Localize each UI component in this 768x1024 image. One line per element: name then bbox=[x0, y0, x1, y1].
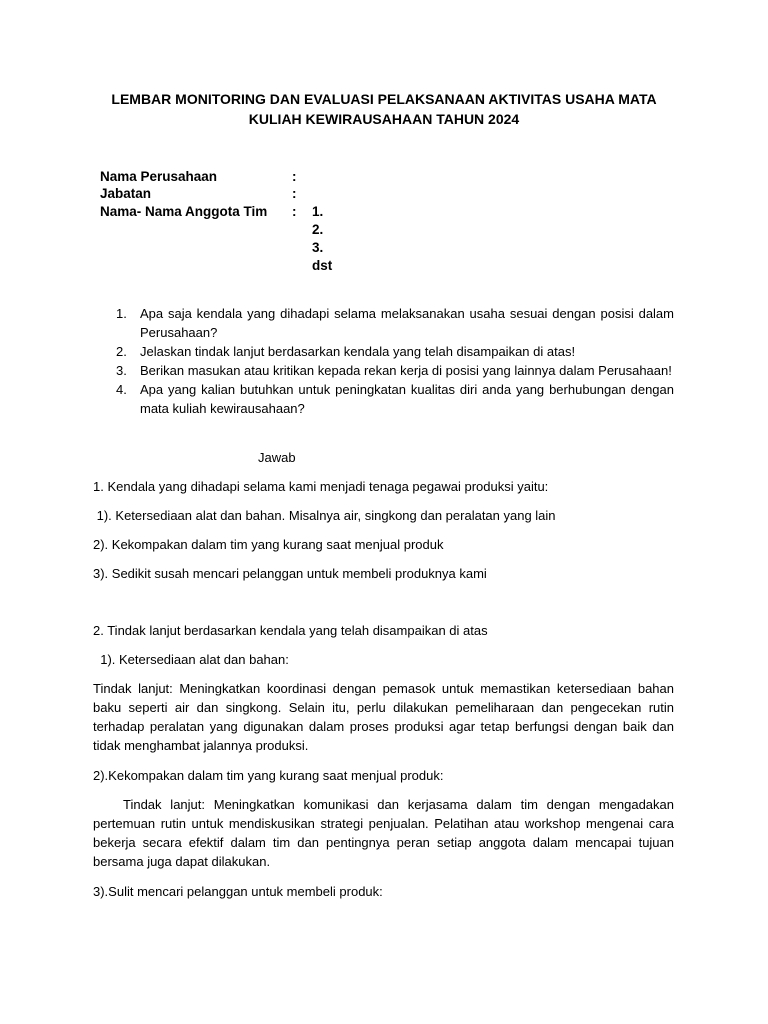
document-title bbox=[92, 89, 676, 129]
question-item bbox=[116, 342, 674, 361]
position-label: Jabatan bbox=[100, 186, 152, 201]
question-number: 3. bbox=[116, 363, 127, 378]
position-colon: : bbox=[292, 186, 297, 201]
team-member-etc: dst bbox=[312, 258, 333, 273]
answer-heading: Jawab bbox=[258, 450, 296, 465]
answer-2-sub-2: 2).Kekompakan dalam tim yang kurang saat menjual produk: bbox=[93, 768, 444, 783]
answer-1-item-3: 3). Sedikit susah mencari pelanggan untuk membeli produknya kami bbox=[93, 566, 487, 581]
team-members-label: Nama- Nama Anggota Tim bbox=[100, 204, 268, 219]
question-text: Apa yang kalian butuhkan untuk peningkatan kualitas diri anda yang berhubungan dengan mata kuliah kewirausahaan? bbox=[140, 382, 674, 416]
team-member-3: 3. bbox=[312, 240, 324, 255]
question-number: 1. bbox=[116, 306, 127, 321]
answer-1-item-1: 1). Ketersediaan alat dan bahan. Misalnya air, singkong dan peralatan yang lain bbox=[93, 508, 556, 523]
question-text: Apa saja kendala yang dihadapi selama melaksanakan usaha sesuai dengan posisi dalam Perusahaan? bbox=[140, 306, 674, 340]
company-name-colon: : bbox=[292, 169, 297, 184]
answer-2-sub-3: 3).Sulit mencari pelanggan untuk membeli produk: bbox=[93, 884, 383, 899]
question-item bbox=[116, 304, 674, 342]
company-name-label: Nama Perusahaan bbox=[100, 169, 218, 184]
question-number: 4. bbox=[116, 382, 127, 397]
answer-2-text-1: Tindak lanjut: Meningkatkan koordinasi dengan pemasok untuk memastikan ketersediaan bahan baku seperti air dan singkong. Selain itu, perlu dilakukan pemeliharaan dan pengecekan rutin terhadap peralatan yang digunakan dalam proses produksi agar tetap berfungsi dengan baik dan tidak menghambat jalannya produksi. bbox=[93, 681, 674, 753]
answer-2-text-2: Tindak lanjut: Meningkatkan komunikasi dan kerjasama dalam tim dengan mengadakan pertemuan rutin untuk mendiskusikan strategi penjualan. Pelatihan atau workshop mengenai cara bekerja secara efektif dalam tim dan pentingnya peran setiap anggota dalam mencapai tujuan bersama juga dapat dilakukan. bbox=[93, 797, 674, 869]
question-item bbox=[116, 361, 674, 380]
question-item bbox=[116, 380, 674, 418]
team-members-colon: : bbox=[292, 204, 297, 219]
answer-2-intro: 2. Tindak lanjut berdasarkan kendala yang telah disampaikan di atas bbox=[93, 623, 488, 638]
answer-2-sub-1: 1). Ketersediaan alat dan bahan: bbox=[93, 652, 289, 667]
title-line-2: KULIAH KEWIRAUSAHAAN TAHUN 2024 bbox=[248, 111, 520, 127]
team-member-1: 1. bbox=[312, 204, 324, 219]
question-list bbox=[116, 304, 674, 418]
team-member-2: 2. bbox=[312, 222, 324, 237]
answer-1-item-2: 2). Kekompakan dalam tim yang kurang saat menjual produk bbox=[93, 537, 444, 552]
question-text: Jelaskan tindak lanjut berdasarkan kendala yang telah disampaikan di atas! bbox=[140, 344, 576, 359]
title-line-1: LEMBAR MONITORING DAN EVALUASI PELAKSANAAN AKTIVITAS USAHA MATA bbox=[111, 91, 657, 107]
question-number: 2. bbox=[116, 344, 127, 359]
answer-1-intro: 1. Kendala yang dihadapi selama kami menjadi tenaga pegawai produksi yaitu: bbox=[93, 479, 549, 494]
question-text: Berikan masukan atau kritikan kepada rekan kerja di posisi yang lainnya dalam Perusahaan! bbox=[140, 363, 672, 378]
